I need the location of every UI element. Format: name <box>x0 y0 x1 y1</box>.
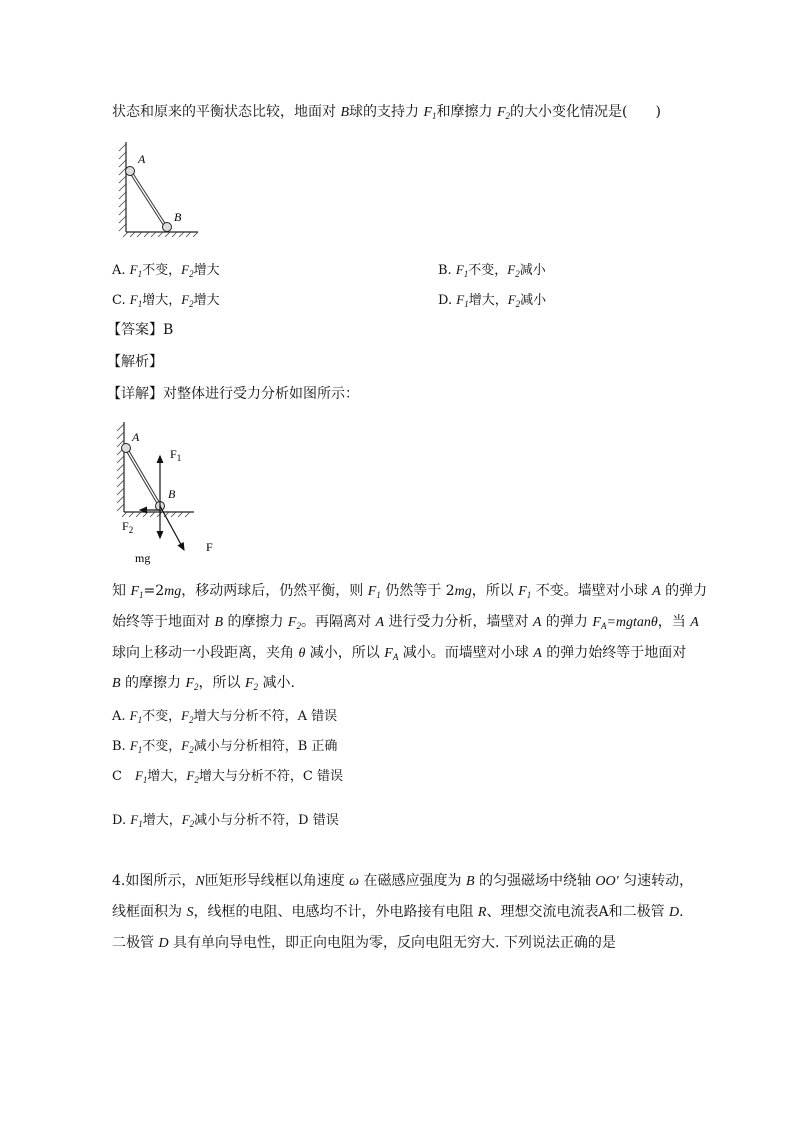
text-run: 减小。而墙壁对小球 <box>398 645 534 661</box>
figure-wall-rod <box>110 138 220 240</box>
ground-hatch <box>123 232 198 237</box>
text-run: $F_2$ <box>181 262 194 279</box>
explanation-line-3 <box>112 643 686 667</box>
text-run: $F_2$ <box>181 292 194 309</box>
text-run: 增大 <box>193 263 220 278</box>
text-run: $F_2$ <box>181 738 194 755</box>
text-run: 增大， <box>142 293 182 308</box>
text-run: ，当 <box>657 614 691 630</box>
text-run: $F_1$ <box>129 262 143 279</box>
ground-hatch <box>122 512 190 517</box>
text-run: A. <box>112 709 130 724</box>
text-run: $F_A$ <box>384 646 399 662</box>
wall-hatch <box>117 424 124 511</box>
text-run: ，线框的电阻、电感均不计，外电路接有电阻 <box>193 904 478 920</box>
text-run: $F_2$ <box>181 708 194 725</box>
text-run: D <box>158 936 169 951</box>
text-run: D <box>669 905 680 920</box>
text-run: 增大与分析不符，A 错误 <box>193 709 338 724</box>
text-run: 减小与分析相符，B 正确 <box>193 739 338 754</box>
text-run: 不变， <box>142 263 182 278</box>
text-run: $F_1$ <box>456 292 469 309</box>
text-run: 和二极管 <box>608 904 670 920</box>
ball-b <box>163 223 172 232</box>
text-run: 不变， <box>468 263 508 278</box>
review-a <box>112 706 337 730</box>
text-run: 的弹力 <box>660 583 708 599</box>
text-run: C <box>112 769 135 784</box>
text-run: 减小 <box>520 293 547 308</box>
text-run: $F_2$ <box>496 105 511 121</box>
text-run: 减小 <box>519 263 546 278</box>
explanation-line-2 <box>112 612 699 636</box>
detail-line: 【详解】对整体进行受力分析如图所示： <box>107 386 359 402</box>
text-run: $F_2$ <box>185 676 199 692</box>
text-run: 的摩擦力 <box>120 675 186 691</box>
text-run: 的摩擦力 <box>223 614 288 630</box>
text-run: B <box>340 105 350 120</box>
text-run: A <box>533 646 542 661</box>
text-run: $F_2$ <box>244 676 259 692</box>
text-run: $F_1$ <box>367 584 381 600</box>
figure-force-analysis <box>110 418 230 570</box>
text-run: $F_1$ <box>423 105 437 121</box>
text-run: 4.如图所示， <box>112 873 196 889</box>
option-key: A. <box>112 263 130 278</box>
text-run: 匀速转动， <box>618 873 694 889</box>
text-run: 。再隔离对 <box>300 614 376 630</box>
text-run: B <box>112 676 121 691</box>
text-run: B. <box>112 739 130 754</box>
text-run: =mgtanθ <box>606 615 658 630</box>
label-a: A <box>138 152 146 166</box>
text-run: A <box>598 904 609 920</box>
text-run: $F_2$ <box>181 812 195 829</box>
text-run: 仍然等于 2 <box>380 583 455 599</box>
text-run: mg <box>164 584 182 599</box>
ball-a <box>126 167 135 176</box>
option-key: B. <box>438 263 456 278</box>
label-f2: $F_2$ <box>122 519 134 535</box>
text-run: 二极管 <box>112 935 159 951</box>
text-run: 知 <box>112 583 131 599</box>
text-run: A <box>690 615 699 630</box>
text-run: 增大， <box>147 769 187 784</box>
text-run: S <box>186 905 194 920</box>
text-run: 不变。墙壁对小球 <box>531 583 653 599</box>
explanation-line-4 <box>112 673 295 697</box>
text-run: θ <box>298 646 306 661</box>
wall-hatch <box>119 144 126 231</box>
text-run: 增大 <box>193 293 220 308</box>
text-run: 增大， <box>142 813 182 828</box>
text-run: 和摩擦力 <box>436 104 497 120</box>
text-run: R <box>477 905 487 920</box>
text-run: ω <box>349 874 360 889</box>
text-run: 匝矩形导线框以角速度 <box>204 873 350 889</box>
text-run: $F_1$ <box>455 262 469 279</box>
text-run: 减小，所以 <box>305 645 385 661</box>
text-run: ，移动两球后，仍然平衡，则 <box>181 583 368 599</box>
option-c[interactable] <box>112 290 220 314</box>
text-run: ，所以 <box>198 675 245 691</box>
text-run: 、理想交流电流表 <box>486 904 599 920</box>
text-run: 不变， <box>142 739 182 754</box>
text-run: 进行受力分析，墙壁对 <box>384 614 533 630</box>
text-run: =2 <box>143 583 165 599</box>
text-run: A <box>532 615 542 630</box>
text-run: $F_2$ <box>507 262 520 279</box>
text-run: 的大小变化情况是( ) <box>510 104 661 120</box>
label-mg: mg <box>135 551 151 565</box>
text-run: OO' <box>595 874 619 889</box>
text-run: 始终等于地面对 <box>112 614 215 630</box>
text-run: 的匀强磁场中绕轴 <box>474 873 596 889</box>
text-run: 球的支持力 <box>349 104 424 120</box>
question4-line-3 <box>112 933 616 954</box>
text-run: ，所以 <box>471 583 519 599</box>
text-run: N <box>195 874 205 889</box>
text-run: 状态和原来的平衡状态比较，地面对 <box>112 104 341 120</box>
label-f: F <box>206 540 213 554</box>
explanation-line-1 <box>112 581 707 605</box>
label-b: B <box>174 210 182 224</box>
text-run: 线框面积为 <box>112 904 187 920</box>
option-a[interactable] <box>112 260 220 284</box>
text-run: 减小. <box>258 675 295 691</box>
text-run: $F_1$ <box>130 584 144 600</box>
question-stem <box>112 102 661 126</box>
answer-line: 【答案】B <box>107 322 174 338</box>
label-a: A <box>132 430 140 444</box>
text-run: D. <box>112 813 131 828</box>
text-run: . <box>679 904 684 920</box>
text-run: $F_1$ <box>129 738 143 755</box>
text-run: $F_2$ <box>186 768 199 785</box>
analysis-heading: 【解析】 <box>107 354 163 370</box>
question4-line-1 <box>112 871 693 892</box>
option-key: C. <box>112 293 130 308</box>
text-run: $F_A$ <box>592 615 607 631</box>
text-run: A <box>652 584 661 599</box>
text-run: 在磁感应强度为 <box>359 873 466 889</box>
label-f1: $F_1$ <box>170 447 182 463</box>
option-d[interactable] <box>438 290 546 314</box>
text-run: $F_1$ <box>130 812 143 829</box>
text-run: B <box>214 615 224 630</box>
text-run: $F_1$ <box>134 768 148 785</box>
text-run: $F_1$ <box>129 292 143 309</box>
text-run: 增大与分析不符，C 错误 <box>198 769 343 784</box>
text-run: $F_1$ <box>129 708 143 725</box>
ball-a <box>122 444 131 453</box>
text-run: $F_1$ <box>518 584 532 600</box>
text-run: 减小与分析不符，D 错误 <box>194 813 339 828</box>
text-run: 具有单向导电性，即正向电阻为零，反向电阻无穷大. 下列说法正确的是 <box>168 935 616 951</box>
text-run: mg <box>454 584 472 599</box>
review-b <box>112 736 337 760</box>
question4-line-2 <box>112 902 684 923</box>
option-b[interactable] <box>438 260 546 284</box>
review-d <box>112 810 339 834</box>
text-run: 增大， <box>468 293 508 308</box>
text-run: B <box>465 874 475 889</box>
text-run: 不变， <box>142 709 182 724</box>
text-run: $F_2$ <box>507 292 521 309</box>
option-key: D. <box>438 293 457 308</box>
review-c <box>112 766 343 790</box>
text-run: A <box>375 615 384 630</box>
text-run: 的弹力始终等于地面对 <box>541 645 687 661</box>
text-run: $F_2$ <box>287 615 301 631</box>
text-run: 球向上移动一小段距离，夹角 <box>112 645 299 661</box>
text-run: 的弹力 <box>541 614 593 630</box>
label-b: B <box>168 487 176 501</box>
